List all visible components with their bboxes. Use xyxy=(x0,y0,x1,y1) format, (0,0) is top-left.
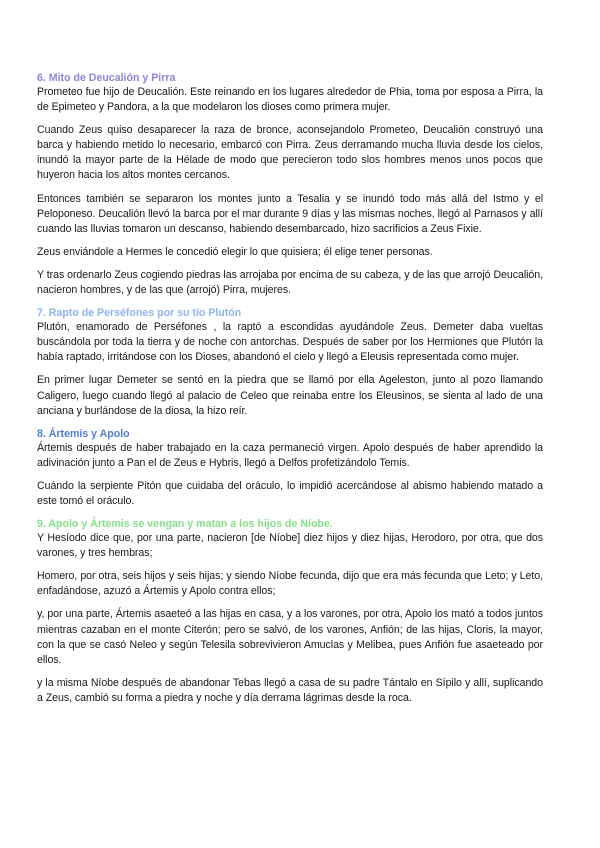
section-title: 9. Apolo y Ártemis se vengan y matan a los hijos de Níobe. xyxy=(37,518,333,531)
paragraph: Prometeo fue hijo de Deucalión. Este reinando en los lugares alrededor de Phia, toma por esposa a Pirra, la de Epimeteo y Pandora, a la que modelaron los dioses como primera mujer. xyxy=(37,86,543,114)
document-page xyxy=(37,71,543,714)
paragraph: Y tras ordenarlo Zeus cogiendo piedras las arrojaba por encima de su cabeza, y de las que arrojó Deucalión, nacieron hombres, y de las que (arrojó) Pirra, mujeres. xyxy=(37,268,543,297)
section-deucalion xyxy=(37,71,543,298)
paragraph: Plutón, enamorado de Perséfones , la raptó a escondidas ayudándole Zeus. Demeter daba vueltas buscándola por toda la tierra y de noche con antorchas. Después de saber por los Hermiones que Plutón la había raptado, irritándose con los Dioses, abandonó el cielo y llegó a Eleusis representada como mujer. xyxy=(37,321,543,364)
paragraph: Ártemis después de haber trabajado en la caza permaneció virgen. Apolo después de haber aprendido la adivinación junto a Pan el de Zeus e Hybris, llegó a Delfos profetizándolo Temis. xyxy=(37,441,543,469)
paragraph: En primer lugar Demeter se sentó en la piedra que se llamó por ella Ageleston, junto al pozo llamando Caligero, luego cuando llegó al palacio de Celeo que reinaba entre los Eleusinos, se sienta al lado de una anciana y burlándose de la diosa, la hizo reír. xyxy=(37,374,543,417)
paragraph: Y Hesíodo dice que, por una parte, nacieron [de Níobe] diez hijos y diez hijas, Herodoro, por otra, que dos varones, y tres hembras; xyxy=(37,532,543,560)
section-title: 7. Rapto de Perséfones por su tío Plutón xyxy=(37,307,242,320)
paragraph: Zeus enviándole a Hermes le concedió elegir lo que quisiera; él elige tener personas. xyxy=(37,245,433,258)
paragraph: Entonces también se separaron los montes junto a Tesalia y se inundó todo más allá del Istmo y el Peloponeso. Deucalión llevó la barca por el mar durante 9 días y las mismas noches, llegó al Parnasos y allí cuando las lluvias tomaron un descanso, habiendo desembarcado, hizo sacrificios a Zeus Fixie. xyxy=(37,192,543,235)
section-artemis-apolo xyxy=(37,427,543,509)
paragraph: y, por una parte, Ártemis asaeteó a las hijas en casa, y a los varones, por otra, Apolo los mató a todos juntos mientras cazaban en el monte Citerón; pero se salvó, de los varones, Anfión; de las hijas, Cloris, la mayor, con la que se casó Neleo y según Telesila sobrevivieron Amuclas y Melibea, pues Anfión fue asaeteado por ellos. xyxy=(37,608,543,666)
section-title: 8. Ártemis y Apolo xyxy=(37,427,130,440)
section-niobe xyxy=(37,517,543,706)
paragraph: y la misma Níobe después de abandonar Tebas llegó a casa de su padre Tántalo en Sípilo y allí, suplicando a Zeus, cambió su forma a piedra y noche y día derrama lágrimas desde la roca. xyxy=(37,676,543,704)
section-title: 6. Mito de Deucalión y Pirra xyxy=(37,72,176,84)
section-persefone xyxy=(37,306,543,419)
paragraph: Cuando Zeus quiso desaparecer la raza de bronce, aconsejandolo Prometeo, Deucalión construyó una barca y habiendo metido lo necesario, embarcó con Pirra. Zeus derramando mucha lluvia desde los cielos, inundó la mayor parte de la Hélade de modo que perecieron todo slos hombres menos unos pocos que huyeron hacia los altos montes cercanos. xyxy=(37,124,543,182)
paragraph: Cuándo la serpiente Pitón que cuidaba del oráculo, lo impidió acercándose al abismo habiendo matado a este tomó el oráculo. xyxy=(37,479,543,507)
paragraph: Homero, por otra, seis hijos y seis hijas; y siendo Níobe fecunda, dijo que era más fecunda que Leto; y Leto, enfadándose, azuzó a Ártemis y Apolo contra ellos; xyxy=(37,570,543,598)
